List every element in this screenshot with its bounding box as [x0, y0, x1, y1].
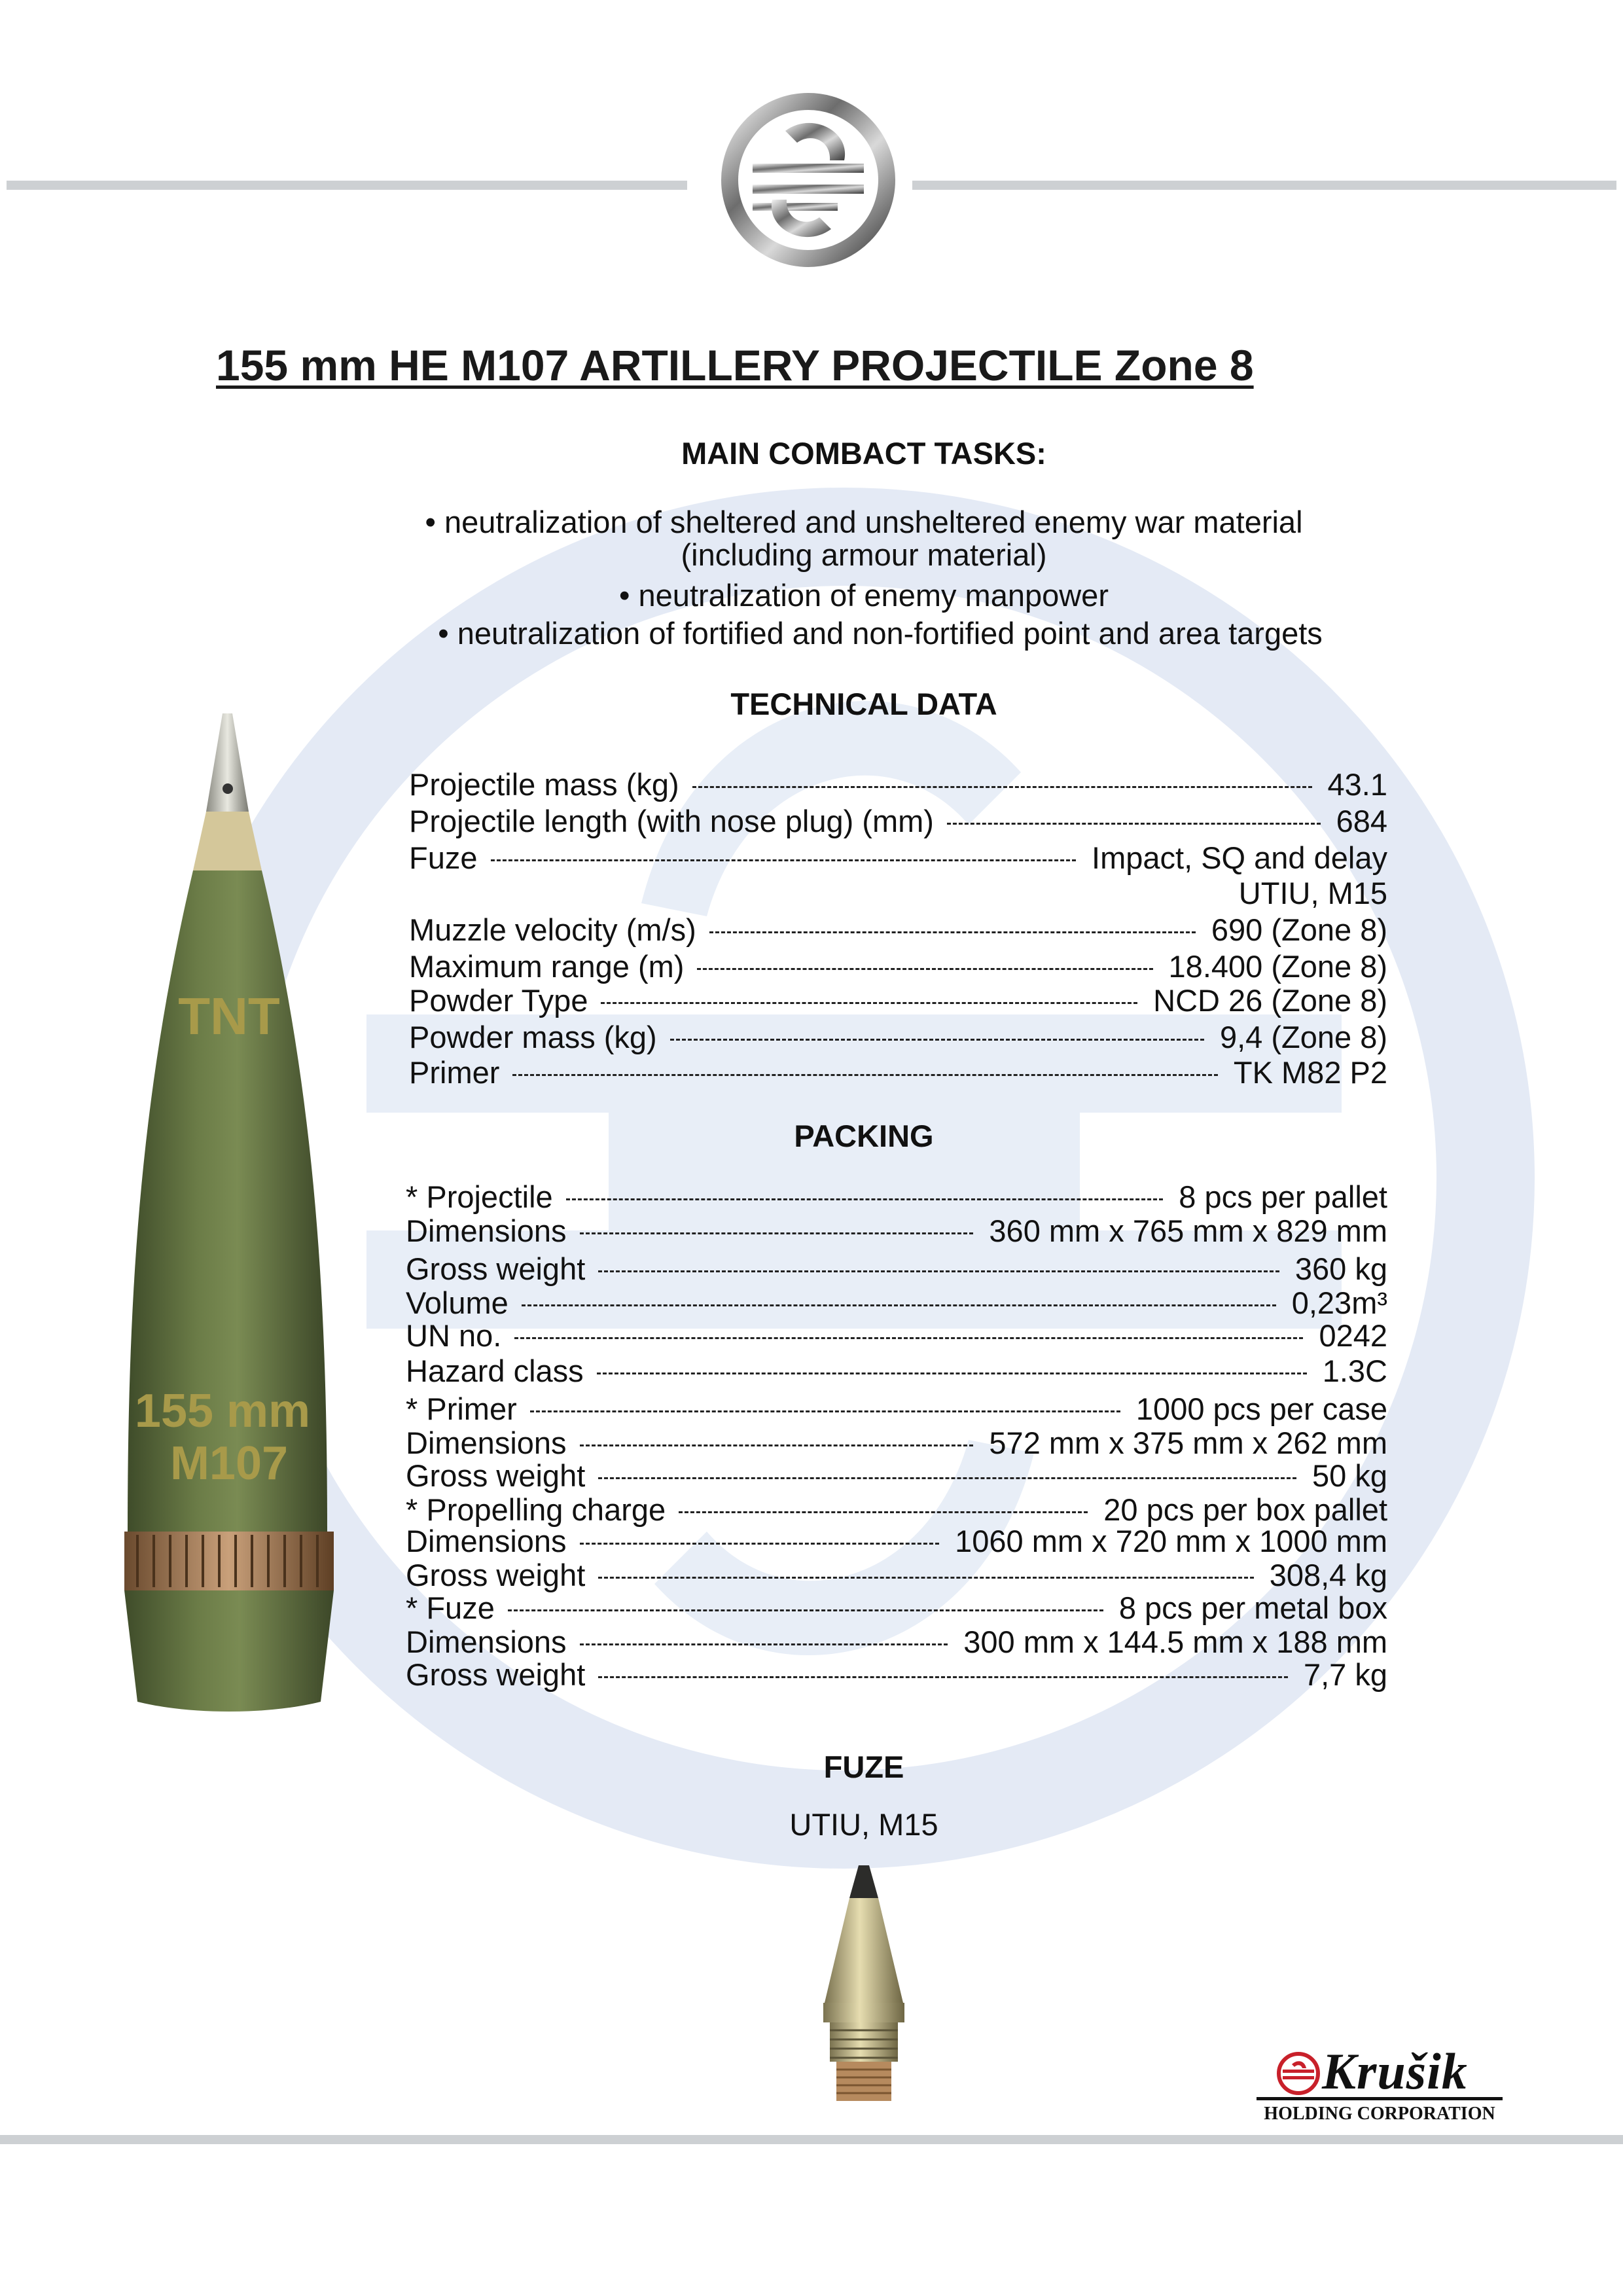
brand-block — [1257, 2042, 1505, 2127]
task-item: • neutralization of fortified and non-fortified point and area targets — [438, 616, 1323, 651]
spec-row — [406, 1522, 1387, 1560]
leader-dashes — [512, 1074, 1218, 1078]
leader-dashes — [709, 931, 1196, 935]
spec-value: 8 pcs per metal box — [1118, 1590, 1387, 1625]
spec-label: Dimensions — [406, 1524, 567, 1558]
leader-dashes — [601, 1002, 1137, 1006]
spec-label: Muzzle velocity (m/s) — [409, 912, 696, 947]
spec-value: 300 mm x 144.5 mm x 188 mm — [963, 1624, 1387, 1659]
spec-value: 7,7 kg — [1303, 1657, 1387, 1692]
leader-dashes — [566, 1198, 1164, 1202]
spec-value: 690 (Zone 8) — [1211, 912, 1387, 947]
spec-label: Gross weight — [406, 1251, 586, 1286]
spec-label: * Propelling charge — [406, 1492, 666, 1527]
leader-dashes — [580, 1543, 940, 1547]
spec-label: Volume — [406, 1285, 508, 1320]
krusik-emblem-icon — [713, 85, 903, 275]
spec-label: Gross weight — [406, 1458, 586, 1493]
spec-label: Projectile length (with nose plug) (mm) — [409, 804, 934, 838]
spec-label: Dimensions — [406, 1624, 567, 1659]
fuze-image — [805, 1859, 923, 2121]
projectile-image — [98, 700, 360, 1721]
spec-value: 1060 mm x 720 mm x 1000 mm — [955, 1524, 1387, 1558]
spec-value: TK M82 P2 — [1233, 1055, 1387, 1090]
task-item: • neutralization of sheltered and unsheltered enemy war material — [425, 505, 1303, 539]
spec-value: Impact, SQ and delay — [1092, 840, 1387, 875]
main-tasks-heading: MAIN COMBACT TASKS: — [681, 436, 1046, 471]
spec-value: 360 mm x 765 mm x 829 mm — [989, 1213, 1387, 1248]
spec-row — [409, 839, 1387, 877]
page-title: 155 mm HE M107 ARTILLERY PROJECTILE Zone 8 — [216, 341, 1254, 389]
krusik-brand-icon — [1275, 2050, 1322, 2097]
spec-label: UN no. — [406, 1318, 502, 1353]
spec-label: Hazard class — [406, 1354, 584, 1388]
spec-value: 684 — [1336, 804, 1387, 838]
leader-dashes — [522, 1304, 1276, 1308]
top-rule-right — [912, 181, 1616, 190]
leader-dashes — [692, 786, 1312, 790]
leader-dashes — [598, 1577, 1253, 1581]
spec-row — [409, 1054, 1387, 1092]
leader-dashes — [598, 1270, 1279, 1274]
spec-label: Gross weight — [406, 1558, 586, 1592]
leader-dashes — [530, 1410, 1120, 1414]
leader-dashes — [598, 1676, 1288, 1680]
spec-value: 50 kg — [1312, 1458, 1387, 1493]
leader-dashes — [947, 823, 1321, 827]
spec-row — [406, 1178, 1387, 1216]
spec-label: * Projectile — [406, 1179, 553, 1214]
spec-row — [409, 982, 1387, 1020]
task-item: (including armour material) — [681, 537, 1047, 572]
brand-name: Krušik — [1322, 2043, 1468, 2100]
spec-row — [406, 1250, 1387, 1288]
spec-label: Primer — [409, 1055, 500, 1090]
spec-row — [406, 1457, 1387, 1495]
spec-row — [406, 1212, 1387, 1250]
spec-value: 8 pcs per pallet — [1179, 1179, 1387, 1214]
spec-row — [406, 1656, 1387, 1694]
spec-value: 360 kg — [1294, 1251, 1387, 1286]
projectile-marking-caliber: 155 mm — [134, 1385, 311, 1437]
spec-label: Dimensions — [406, 1213, 567, 1248]
spec-row — [409, 802, 1387, 840]
task-item: • neutralization of enemy manpower — [619, 578, 1109, 613]
spec-value: UTIU, M15 — [1238, 876, 1387, 910]
projectile-marking-model: M107 — [169, 1437, 289, 1490]
spec-value: 308,4 kg — [1269, 1558, 1387, 1592]
spec-value: 1.3C — [1322, 1354, 1387, 1388]
spec-label: Projectile mass (kg) — [409, 767, 679, 802]
spec-value: 0,23m³ — [1291, 1285, 1387, 1320]
leader-dashes — [670, 1039, 1204, 1043]
spec-label: * Primer — [406, 1391, 517, 1426]
spec-value: 18.400 (Zone 8) — [1168, 949, 1387, 984]
spec-label: Maximum range (m) — [409, 949, 685, 984]
spec-row — [409, 1018, 1387, 1056]
packing-heading: PACKING — [794, 1119, 934, 1153]
leader-dashes — [514, 1337, 1303, 1341]
bottom-rule — [0, 2135, 1623, 2144]
spec-value: 9,4 (Zone 8) — [1219, 1020, 1387, 1054]
spec-value: 0242 — [1319, 1318, 1387, 1353]
spec-value: 20 pcs per box pallet — [1103, 1492, 1387, 1527]
spec-row — [409, 911, 1387, 949]
leader-dashes — [679, 1511, 1088, 1515]
spec-label: Powder Type — [409, 983, 588, 1018]
leader-dashes — [508, 1609, 1103, 1613]
leader-dashes — [697, 968, 1152, 972]
spec-row — [409, 874, 1387, 912]
fuze-caption: UTIU, M15 — [789, 1807, 938, 1842]
brand-subtitle: HOLDING CORPORATION — [1264, 2104, 1495, 2124]
spec-row — [406, 1352, 1387, 1390]
leader-dashes — [598, 1477, 1296, 1481]
spec-row — [409, 766, 1387, 804]
spec-value: 1000 pcs per case — [1135, 1391, 1387, 1426]
leader-dashes — [580, 1643, 948, 1647]
leader-dashes — [580, 1232, 974, 1236]
spec-label: Dimensions — [406, 1426, 567, 1460]
spec-row — [406, 1390, 1387, 1428]
top-rule-left — [7, 181, 687, 190]
spec-label: Fuze — [409, 840, 478, 875]
spec-value: 43.1 — [1327, 767, 1387, 802]
spec-label: Gross weight — [406, 1657, 586, 1692]
spec-row — [409, 948, 1387, 986]
leader-dashes — [597, 1372, 1307, 1376]
leader-dashes — [580, 1444, 974, 1448]
spec-row — [406, 1317, 1387, 1355]
leader-dashes — [491, 859, 1077, 863]
fuze-heading: FUZE — [823, 1749, 904, 1784]
spec-value: 572 mm x 375 mm x 262 mm — [989, 1426, 1387, 1460]
spec-row — [406, 1589, 1387, 1627]
technical-data-heading: TECHNICAL DATA — [730, 687, 997, 721]
spec-label: * Fuze — [406, 1590, 495, 1625]
spec-value: NCD 26 (Zone 8) — [1153, 983, 1387, 1018]
projectile-marking-fill: TNT — [178, 987, 280, 1045]
spec-label: Powder mass (kg) — [409, 1020, 657, 1054]
